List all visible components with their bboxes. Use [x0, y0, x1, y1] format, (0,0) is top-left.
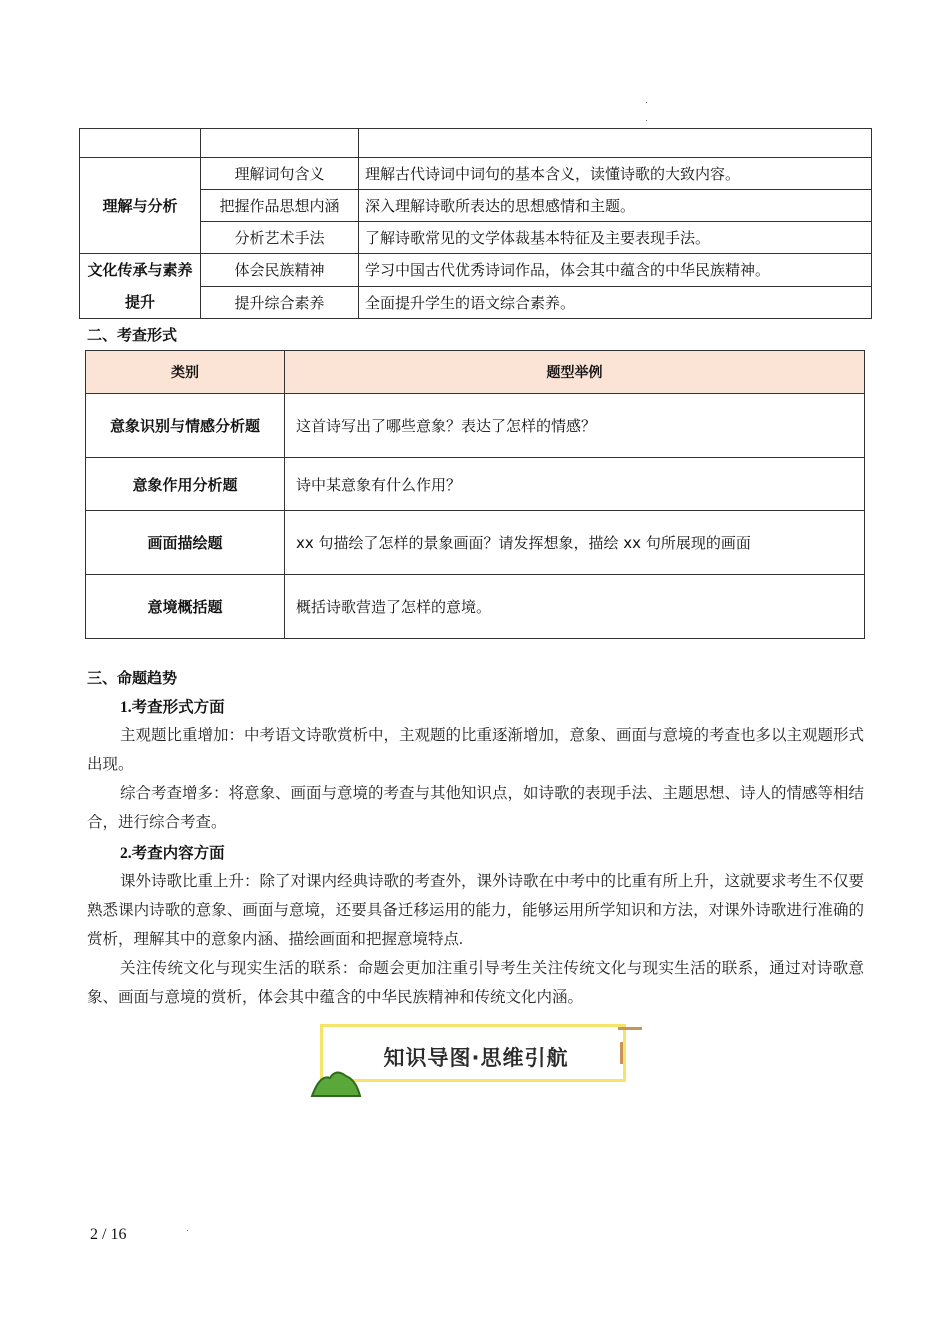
desc-cell: 理解古代诗词中词句的基本含义，读懂诗歌的大致内容。 [359, 158, 872, 190]
example-cell: 诗中某意象有什么作用？ [285, 458, 865, 511]
paragraph: 课外诗歌比重上升：除了对课内经典诗歌的考查外，课外诗歌在中考中的比重有所上升，这就要求考生不仅要熟悉课内诗歌的意象、画面与意境，还要具备迁移运用的能力，能够运用所学知识和方法，对课外诗歌进行准确的赏析，理解其中的意象内涵、描绘画面和把握意境特点. [87, 873, 865, 948]
example-cell: 这首诗写出了哪些意象？表达了怎样的情感？ [285, 394, 865, 458]
sub-cell: 分析艺术手法 [201, 222, 359, 254]
paragraph: 关注传统文化与现实生活的联系：命题会更加注重引导考生关注传统文化与现实生活的联系，通过对诗歌意象、画面与意境的赏析，体会其中蕴含的中华民族精神和传统文化内涵。 [87, 960, 864, 1006]
page-number: 2 / 16 [90, 1226, 127, 1243]
type-cell: 意境概括题 [86, 575, 285, 639]
scan-dot [187, 1230, 188, 1231]
paragraph: 综合考查增多：将意象、画面与意境的考查与其他知识点，如诗歌的表现手法、主题思想、诗人的情感等相结合，进行综合考查。 [87, 785, 865, 831]
example-cell: 概括诗歌营造了怎样的意境。 [285, 575, 865, 639]
desc-cell: 学习中国古代优秀诗词作品，体会其中蕴含的中华民族精神。 [359, 254, 872, 287]
column-header: 题型举例 [285, 351, 865, 394]
paragraph: 主观题比重增加：中考语文诗歌赏析中，主观题的比重逐渐增加，意象、画面与意境的考查也多以主观题形式出现。 [87, 727, 865, 773]
sub-cell: 体会民族精神 [201, 254, 359, 287]
sub-cell: 理解词句含义 [201, 158, 359, 190]
scan-dot [646, 102, 647, 103]
type-cell: 意象识别与情感分析题 [86, 394, 285, 458]
sub-cell: 提升综合素养 [201, 286, 359, 319]
desc-cell: 了解诗歌常见的文学体裁基本特征及主要表现手法。 [359, 222, 872, 254]
section-heading: 三、命题趋势 [87, 671, 178, 687]
desc-cell: 全面提升学生的语文综合素养。 [359, 286, 872, 319]
subsection-heading: 1.考查形式方面 [120, 699, 225, 716]
column-header: 类别 [86, 351, 285, 394]
subsection-heading: 2.考查内容方面 [120, 845, 225, 862]
section-heading: 二、考查形式 [87, 328, 178, 344]
banner-accent [618, 1027, 642, 1030]
mind-map-banner [320, 1024, 632, 1088]
sub-cell: 把握作品思想内涵 [201, 190, 359, 222]
type-cell: 画面描绘题 [86, 511, 285, 575]
category-cell: 理解与分析 [80, 158, 201, 254]
type-cell: 意象作用分析题 [86, 458, 285, 511]
example-cell: xx 句描绘了怎样的景象画面？请发挥想象，描绘 xx 句所展现的画面 [285, 511, 865, 575]
objectives-table [79, 128, 872, 319]
scan-dot [646, 120, 647, 121]
category-cell: 文化传承与素养提升 [80, 254, 201, 319]
banner-title: 知识导图·思维引航 [383, 1046, 569, 1070]
question-types-table [85, 350, 865, 639]
desc-cell: 深入理解诗歌所表达的思想感情和主题。 [359, 190, 872, 222]
mountain-icon [310, 1064, 366, 1098]
